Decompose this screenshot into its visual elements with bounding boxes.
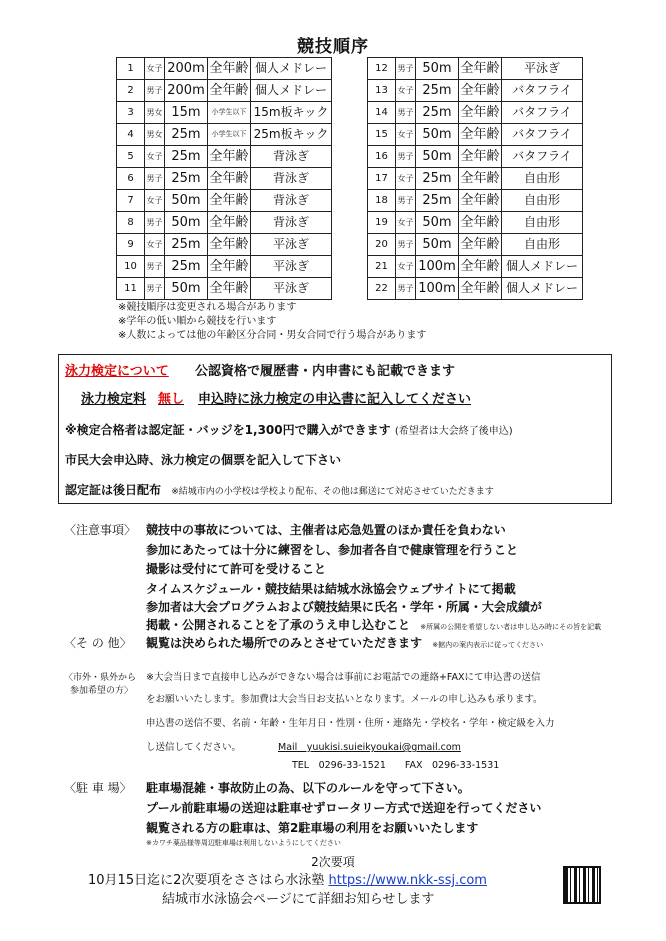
event-distance: 50m — [416, 212, 459, 234]
caution-line: 掲載・公開されることを了承のうえ申し込むこと — [146, 618, 411, 632]
event-row — [117, 234, 332, 256]
certificate-small: ※結城市内の小学校は学校より配布、その他は郵送にて対応させていただきます — [171, 487, 494, 497]
events-table-left — [116, 57, 332, 300]
event-age: 全年齢 — [208, 168, 251, 190]
event-sex: 男女 — [145, 124, 165, 146]
event-age: 全年齢 — [208, 80, 251, 102]
caution-line: 競技中の事故については、主催者は応急処置のほか責任を負わない — [146, 523, 506, 537]
event-distance: 50m — [416, 234, 459, 256]
event-distance: 50m — [416, 124, 459, 146]
event-age: 全年齢 — [459, 256, 502, 278]
event-distance: 50m — [165, 278, 208, 300]
event-number: 12 — [368, 58, 396, 80]
event-age: 全年齢 — [459, 102, 502, 124]
event-number: 15 — [368, 124, 396, 146]
event-distance: 25m — [165, 124, 208, 146]
event-number: 8 — [117, 212, 145, 234]
fee-value: 無し — [158, 392, 185, 407]
event-age: 小学生以下 — [208, 124, 251, 146]
event-stroke: 自由形 — [502, 212, 583, 234]
event-age: 全年齢 — [208, 212, 251, 234]
event-stroke: 自由形 — [502, 168, 583, 190]
event-age: 全年齢 — [459, 58, 502, 80]
event-number: 11 — [117, 278, 145, 300]
event-number: 4 — [117, 124, 145, 146]
event-number: 2 — [117, 80, 145, 102]
event-distance: 100m — [416, 278, 459, 300]
event-number: 17 — [368, 168, 396, 190]
event-row — [117, 168, 332, 190]
event-distance: 50m — [165, 190, 208, 212]
event-distance: 15m — [165, 102, 208, 124]
event-row — [117, 190, 332, 212]
certificate-note: 認定証は後日配布 — [65, 483, 162, 497]
event-age: 全年齢 — [459, 80, 502, 102]
qr-code-icon[interactable] — [563, 866, 601, 904]
event-number: 13 — [368, 80, 396, 102]
event-distance: 100m — [416, 256, 459, 278]
event-stroke: 個人メドレー — [502, 256, 583, 278]
event-stroke: 平泳ぎ — [251, 278, 332, 300]
event-distance: 25m — [165, 168, 208, 190]
event-sex: 男女 — [145, 102, 165, 124]
caution-line: 参加にあたっては十分に練習をし、参加者各自で健康管理を行うこと — [146, 543, 519, 557]
event-number: 21 — [368, 256, 396, 278]
note-line: ※競技順序は変更される場合があります — [118, 302, 297, 313]
event-stroke: 平泳ぎ — [502, 58, 583, 80]
event-sex: 男子 — [145, 168, 165, 190]
event-number: 16 — [368, 146, 396, 168]
event-sex: 男子 — [396, 58, 416, 80]
event-sex: 女子 — [145, 234, 165, 256]
event-sex: 男子 — [145, 212, 165, 234]
event-age: 全年齢 — [208, 58, 251, 80]
event-number: 5 — [117, 146, 145, 168]
event-sex: 男子 — [396, 146, 416, 168]
event-row — [368, 146, 583, 168]
event-sex: 女子 — [145, 146, 165, 168]
event-distance: 25m — [416, 190, 459, 212]
event-stroke: 平泳ぎ — [251, 234, 332, 256]
event-distance: 50m — [416, 146, 459, 168]
event-stroke: 25m板キック — [251, 124, 332, 146]
event-stroke: 背泳ぎ — [251, 146, 332, 168]
event-row — [368, 102, 583, 124]
caution-small: ※所属の公開を希望しない者は申し込み時にその旨を記載 — [420, 623, 602, 631]
caution-line: 参加者は大会プログラムおよび競技結果に氏名・学年・所属・大会成績が — [146, 600, 542, 614]
footer-title: 2次要項 — [311, 855, 355, 869]
event-age: 全年齢 — [208, 278, 251, 300]
caution-line: タイムスケジュール・競技結果は結城水泳協会ウェブサイトにて掲載 — [146, 582, 516, 596]
outside-line: 申込書の送信不要、名前・年齢・生年月日・性別・住所・連絡先・学校名・学年・検定級を入力 — [146, 718, 555, 729]
event-age: 全年齢 — [208, 190, 251, 212]
event-row — [368, 124, 583, 146]
event-distance: 200m — [165, 80, 208, 102]
event-age: 小学生以下 — [208, 102, 251, 124]
outside-label-2: 参加希望の方〉 — [70, 686, 134, 696]
event-number: 9 — [117, 234, 145, 256]
event-sex: 男子 — [145, 278, 165, 300]
event-distance: 25m — [165, 234, 208, 256]
event-stroke: 平泳ぎ — [251, 256, 332, 278]
event-sex: 男子 — [396, 190, 416, 212]
swim-test-box — [58, 354, 612, 504]
outside-line: し送信してください。 — [146, 742, 242, 753]
event-sex: 女子 — [396, 256, 416, 278]
parking-line: 観覧される方の駐車は、第2駐車場の利用をお願いいたします — [146, 821, 479, 835]
event-age: 全年齢 — [208, 146, 251, 168]
event-distance: 25m — [416, 168, 459, 190]
event-row — [368, 212, 583, 234]
schedule-notes — [118, 301, 426, 343]
event-distance: 50m — [165, 212, 208, 234]
event-row — [368, 278, 583, 300]
event-age: 全年齢 — [208, 256, 251, 278]
entry-note: 市民大会申込時、泳力検定の個票を記入して下さい — [65, 453, 342, 467]
event-age: 全年齢 — [459, 146, 502, 168]
event-stroke: 自由形 — [502, 234, 583, 256]
event-age: 全年齢 — [208, 234, 251, 256]
event-row — [117, 80, 332, 102]
swim-test-heading: 泳力検定について — [65, 364, 169, 379]
event-sex: 女子 — [396, 168, 416, 190]
event-stroke: 個人メドレー — [251, 58, 332, 80]
badge-purchase-small: (希望者は大会終了後申込) — [394, 426, 513, 437]
event-row — [117, 124, 332, 146]
event-sex: 男子 — [396, 234, 416, 256]
outside-line: をお願いいたします。参加費は大会当日お支払いとなります。メールの申し込みも承ります。 — [146, 694, 543, 705]
event-sex: 男子 — [396, 278, 416, 300]
footer-deadline: 10月15日迄に2次要項をささはら水泳塾 — [88, 873, 325, 888]
outside-line: ※大会当日まで直接申し込みができない場合は事前にお電話での連絡+FAXにて申込書の送信 — [146, 672, 541, 683]
event-stroke: バタフライ — [502, 102, 583, 124]
event-stroke: バタフライ — [502, 124, 583, 146]
event-sex: 女子 — [396, 124, 416, 146]
event-sex: 男子 — [145, 256, 165, 278]
event-row — [117, 256, 332, 278]
event-age: 全年齢 — [459, 234, 502, 256]
event-number: 19 — [368, 212, 396, 234]
event-sex: 女子 — [145, 190, 165, 212]
parking-label: 〈駐 車 場〉 — [64, 781, 132, 795]
event-number: 6 — [117, 168, 145, 190]
event-distance: 25m — [416, 102, 459, 124]
event-sex: 女子 — [396, 212, 416, 234]
event-stroke: 自由形 — [502, 190, 583, 212]
event-age: 全年齢 — [459, 124, 502, 146]
event-row — [368, 256, 583, 278]
footer-info: 結城市水泳協会ページにて詳細お知らせします — [162, 892, 435, 907]
events-table-right — [367, 57, 583, 300]
footer-url-link[interactable]: https://www.nkk-ssj.com — [328, 873, 487, 888]
event-stroke: 個人メドレー — [502, 278, 583, 300]
note-line: ※人数によっては他の年齢区分合同・男女合同で行う場合があります — [118, 330, 427, 341]
event-number: 14 — [368, 102, 396, 124]
caution-line: 撮影は受付にて許可を受けること — [146, 562, 327, 576]
event-row — [368, 234, 583, 256]
event-number: 3 — [117, 102, 145, 124]
event-distance: 50m — [416, 58, 459, 80]
page-title: 競技順序 — [297, 37, 369, 57]
event-row — [368, 190, 583, 212]
event-age: 全年齢 — [459, 190, 502, 212]
event-sex: 男子 — [145, 80, 165, 102]
event-row — [117, 278, 332, 300]
parking-line: プール前駐車場の送迎は駐車せずロータリー方式で送迎を行ってください — [146, 801, 542, 815]
event-stroke: バタフライ — [502, 80, 583, 102]
event-row — [368, 80, 583, 102]
event-distance: 25m — [416, 80, 459, 102]
event-number: 7 — [117, 190, 145, 212]
event-sex: 女子 — [396, 80, 416, 102]
event-row — [368, 168, 583, 190]
event-stroke: 個人メドレー — [251, 80, 332, 102]
event-number: 18 — [368, 190, 396, 212]
event-row — [117, 102, 332, 124]
event-distance: 25m — [165, 146, 208, 168]
event-number: 1 — [117, 58, 145, 80]
event-stroke: 背泳ぎ — [251, 168, 332, 190]
event-number: 22 — [368, 278, 396, 300]
event-row — [117, 58, 332, 80]
event-age: 全年齢 — [459, 278, 502, 300]
event-stroke: 15m板キック — [251, 102, 332, 124]
event-sex: 男子 — [396, 102, 416, 124]
event-sex: 女子 — [145, 58, 165, 80]
event-stroke: 背泳ぎ — [251, 190, 332, 212]
event-age: 全年齢 — [459, 212, 502, 234]
outside-label-1: 〈市外・県外から — [64, 673, 137, 683]
event-distance: 25m — [165, 256, 208, 278]
fee-label: 泳力検定料 — [81, 392, 147, 407]
badge-purchase-note: ※検定合格者は認定証・バッジを1,300円で購入ができます — [65, 423, 391, 437]
event-stroke: 背泳ぎ — [251, 212, 332, 234]
fee-note: 申込時に泳力検定の申込書に記入してください — [198, 392, 472, 407]
contact-mail[interactable]: Mail yuukisi.suieikyoukai@gmail.com — [278, 742, 461, 753]
parking-small: ※カワチ薬品様等周辺駐車場は利用しないようにしてください — [146, 839, 341, 847]
other-text: 観覧は決められた場所でのみとさせていただきます — [146, 636, 423, 650]
other-label: 〈そ の 他〉 — [64, 636, 132, 650]
contact-tel-fax: TEL 0296-33-1521 FAX 0296-33-1531 — [292, 760, 500, 771]
event-number: 10 — [117, 256, 145, 278]
event-stroke: バタフライ — [502, 146, 583, 168]
event-age: 全年齢 — [459, 168, 502, 190]
swim-test-heading-note: 公認資格で履歴書・内申書にも記載できます — [195, 364, 456, 379]
event-row — [368, 58, 583, 80]
event-distance: 200m — [165, 58, 208, 80]
parking-line: 駐車場混雑・事故防止の為、以下のルールを守って下さい。 — [146, 781, 470, 795]
event-number: 20 — [368, 234, 396, 256]
other-small: ※館内の案内表示に従ってください — [432, 641, 544, 649]
event-row — [117, 212, 332, 234]
event-row — [117, 146, 332, 168]
note-line: ※学年の低い順から競技を行います — [118, 316, 277, 327]
caution-label: 〈注意事項〉 — [64, 523, 137, 537]
